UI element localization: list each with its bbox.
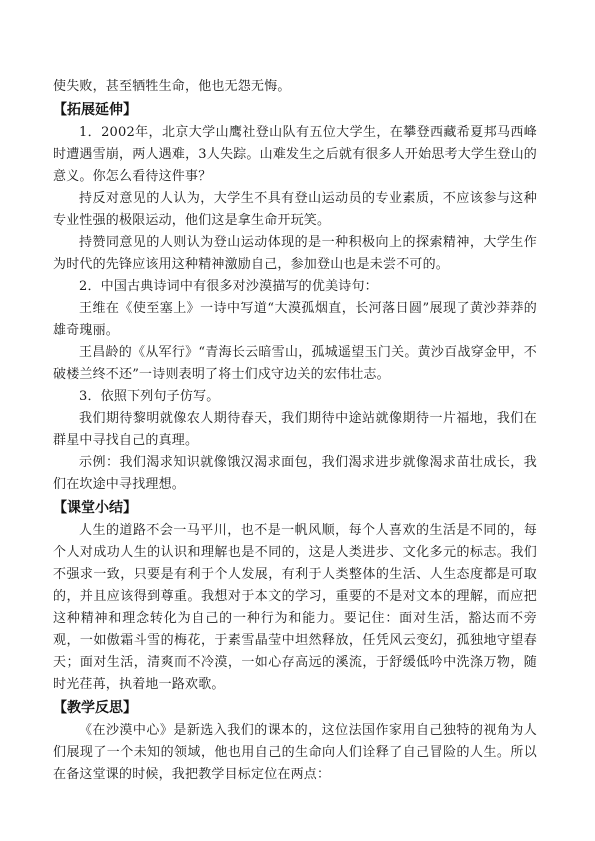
section-heading-extension: 【拓展延伸】 xyxy=(53,102,137,118)
section-heading-reflection: 【教学反思】 xyxy=(53,700,137,716)
paragraph: 王昌龄的《从军行》“青海长云暗雪山，孤城遥望玉门关。黄沙百战穿金甲，不破楼兰终不还”一诗则表明了将士们戍守边关的宏伟壮志。 xyxy=(53,345,537,382)
paragraph: 王维在《使至塞上》一诗中写道“大漠孤烟直，长河落日圆”展现了黄沙莽莽的雄奇瑰丽。 xyxy=(53,301,537,338)
paragraph: 2．中国古典诗词中有很多对沙漠描写的优美诗句： xyxy=(79,279,378,294)
paragraph: 示例：我们渴求知识就像饿汉渴求面包，我们渴求进步就像渴求苗壮成长，我们在坎途中寻找理想。 xyxy=(53,455,537,492)
paragraph: 持反对意见的人认为，大学生不具有登山运动员的专业素质，不应该参与这种专业性强的极限运动，他们这是拿生命开玩笑。 xyxy=(53,191,537,228)
paragraph: 1．2002年，北京大学山鹰社登山队有五位大学生，在攀登西藏希夏邦马西峰时遭遇雪崩，两人遇难，3人失踪。山难发生之后就有很多人开始思考大学生登山的意义。你怎么看待这件事？ xyxy=(53,125,537,184)
paragraph: 人生的道路不会一马平川，也不是一帆风顺，每个人喜欢的生活是不同的，每个人对成功人生的认识和理解也是不同的，这是人类进步、文化多元的标志。我们不强求一致，只要是有利于个人发展，有利于人类整体的生活、人生态度都是可取的，并且应该得到尊重。我想对于本文的学习，重要的不是对文本的理解，而应把这种精神和理念转化为自己的一种行为和能力。要记住：面对生活，豁达而不旁观，一如傲霜斗雪的梅花，于素雪晶莹中坦然释放，任凭风云变幻，孤独地守望春天；面对生活，清爽而不冷漠，一如心存高远的溪流，于舒缓低吟中洗涤万物，随时光荏苒，执着地一路欢歌。 xyxy=(53,523,537,692)
paragraph: 3．依照下列句子仿写。 xyxy=(79,389,220,404)
carryover-paragraph: 使失败，甚至牺牲生命，他也无怨无悔。 xyxy=(53,79,291,94)
section-heading-summary: 【课堂小结】 xyxy=(53,500,137,516)
document-body xyxy=(53,76,537,786)
paragraph: 我们期待黎明就像农人期待春天，我们期待中途站就像期待一片福地，我们在群星中寻找自己的真理。 xyxy=(53,411,537,448)
paragraph: 持赞同意见的人则认为登山运动体现的是一种积极向上的探索精神，大学生作为时代的先锋应该用这种精神激励自己，参加登山也是未尝不可的。 xyxy=(53,235,537,272)
paragraph: 《在沙漠中心》是新选入我们的课本的，这位法国作家用自己独特的视角为人们展现了一个未知的领域，他也用自己的生命向人们诠释了自己冒险的人生。所以在备这堂课的时候，我把教学目标定位在两点： xyxy=(53,723,537,782)
